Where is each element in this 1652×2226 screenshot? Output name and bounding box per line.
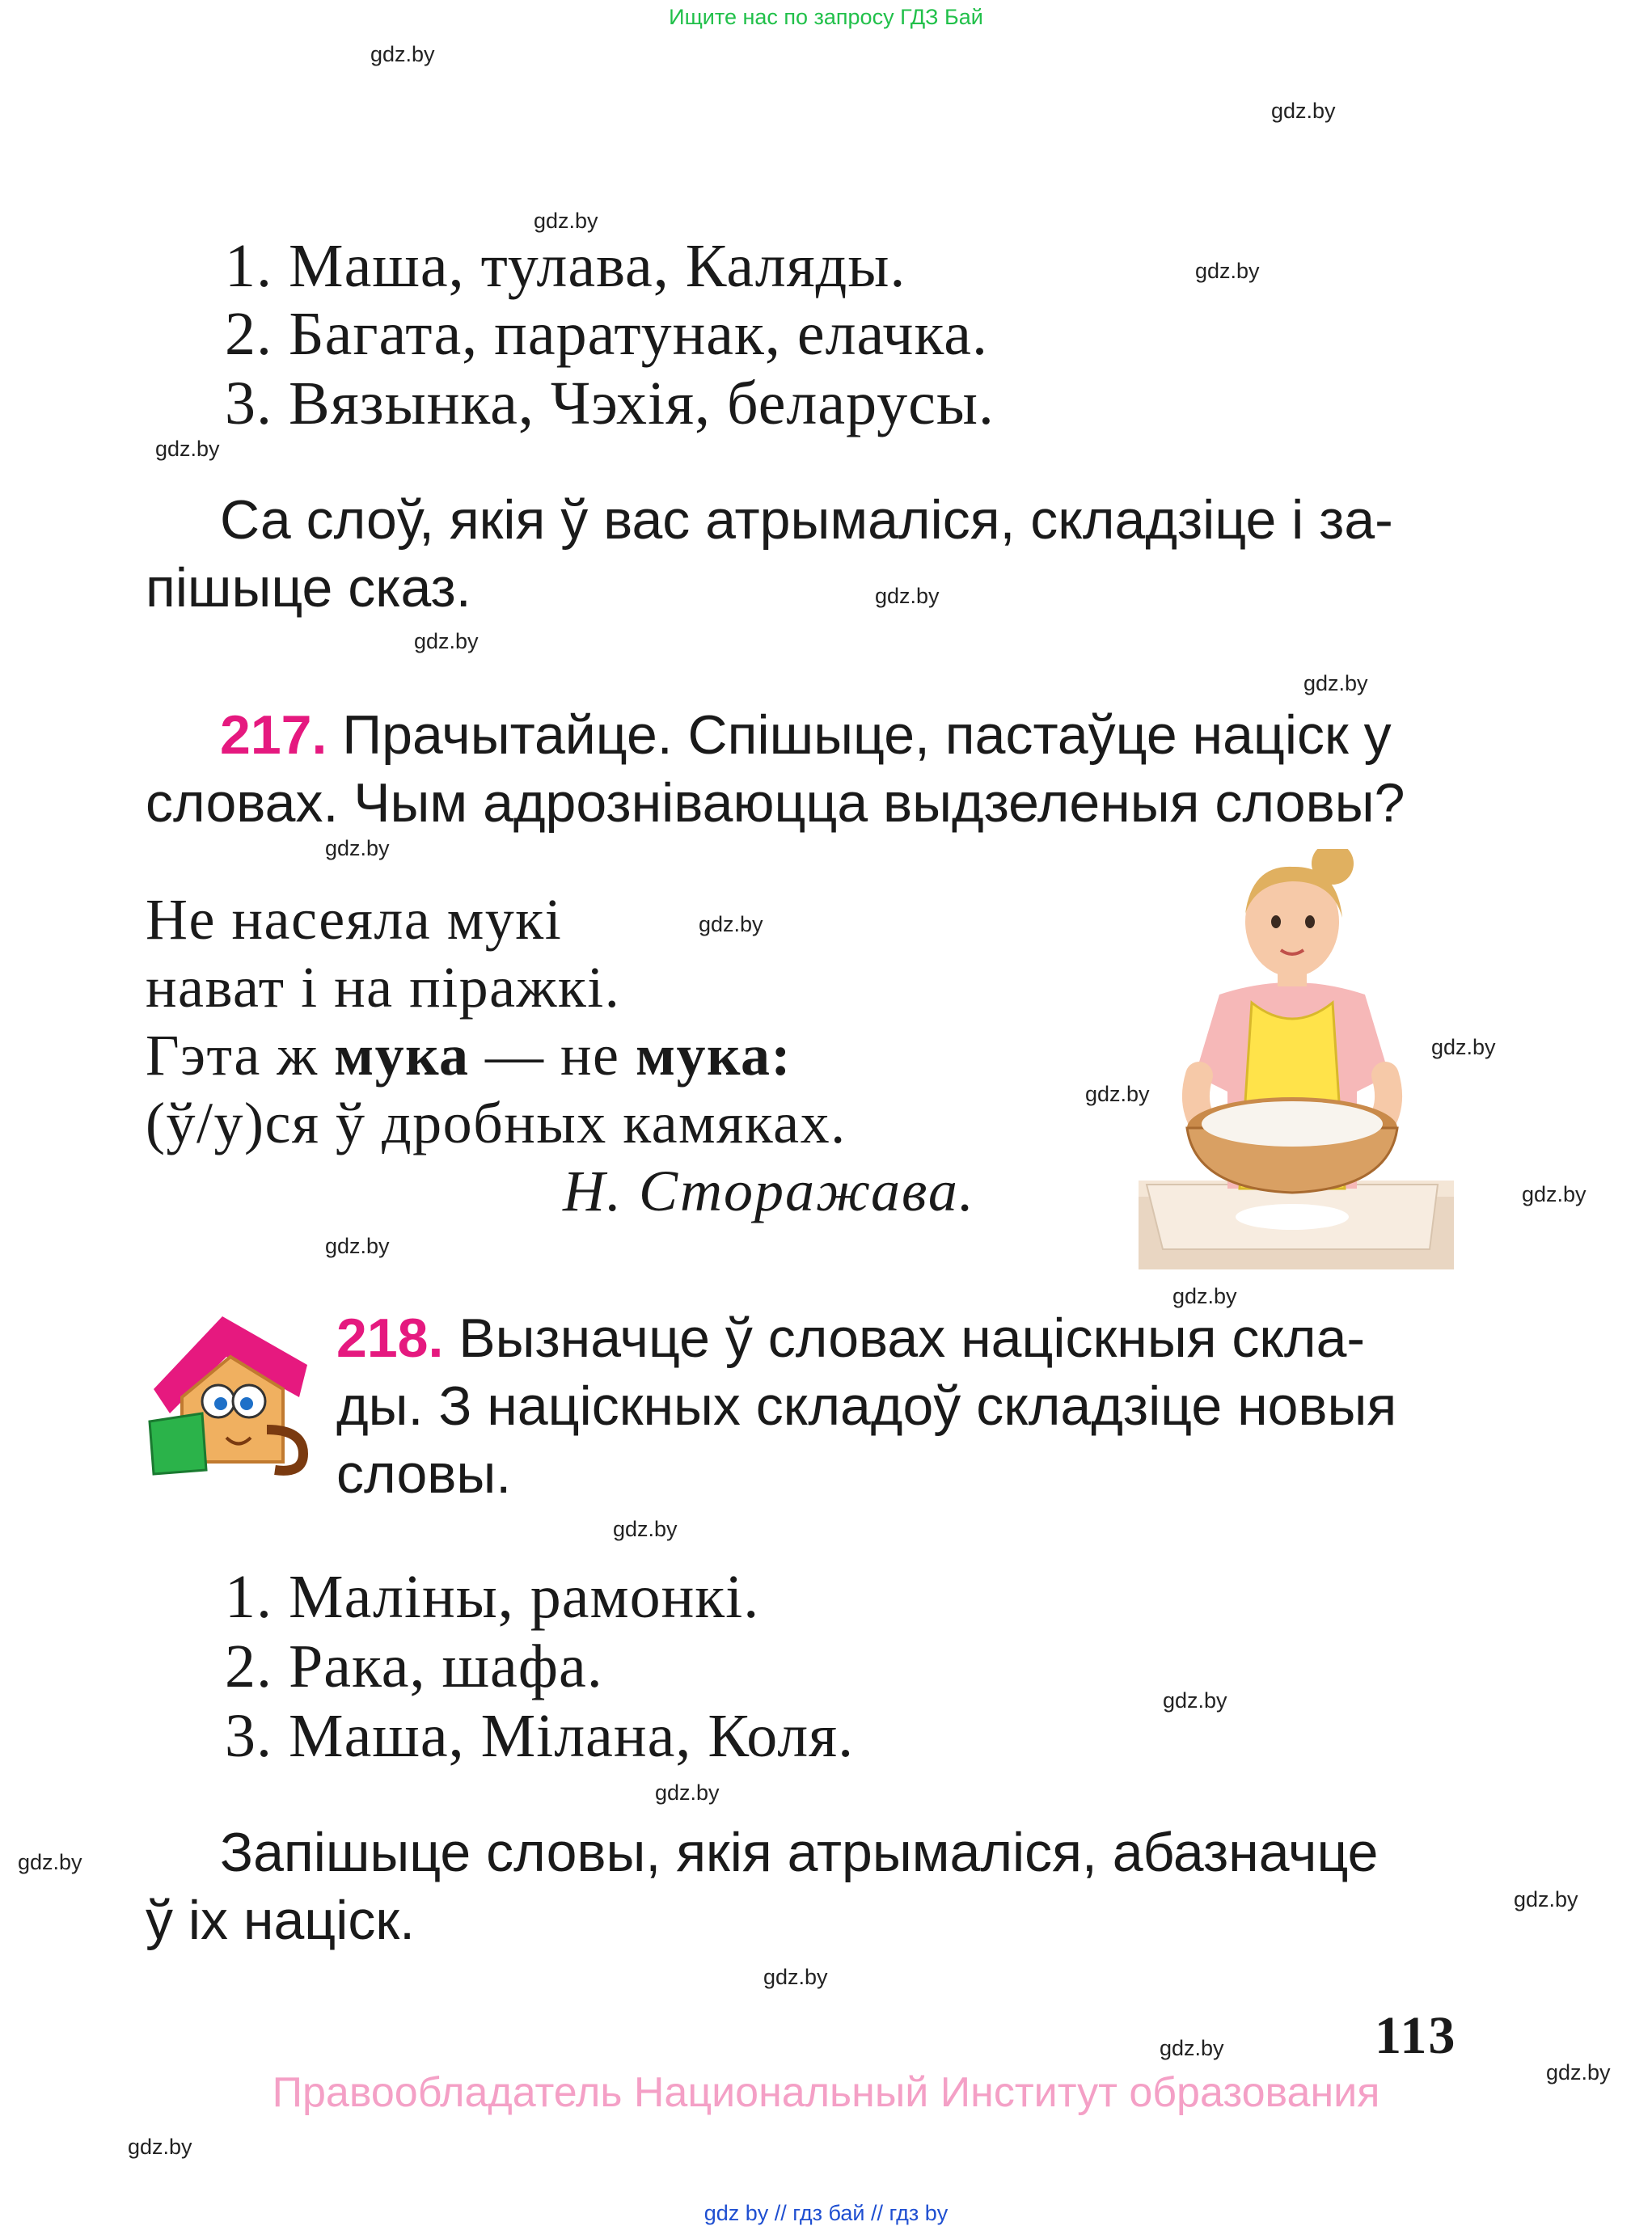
watermark: gdz.by bbox=[325, 1234, 390, 1258]
task-text: ды. З націскных складоў складзіце новыя bbox=[336, 1375, 1397, 1437]
instruction-text: ў іх націск. bbox=[146, 1890, 415, 1951]
page-number: 113 bbox=[1375, 2006, 1457, 2065]
watermark: gdz.by bbox=[875, 584, 940, 608]
search-hint-link[interactable]: Ищите нас по запросу ГДЗ Бай bbox=[669, 5, 983, 29]
task-text: словах. Чым адрозніваюцца выдзеленыя словы? bbox=[146, 772, 1405, 834]
task-text: Вызначце ў словах націскныя скла- bbox=[458, 1307, 1366, 1369]
task-text: Прачытайце. Спішыце, пастаўце націск у bbox=[342, 704, 1392, 766]
reading-house-mascot-icon bbox=[146, 1308, 315, 1478]
watermark: gdz.by bbox=[1172, 1284, 1237, 1308]
watermark: gdz.by bbox=[1195, 259, 1260, 283]
list-item: 2. Рака, шафа. bbox=[225, 1633, 603, 1700]
exercise-217-task bbox=[220, 703, 1392, 767]
watermark: gdz.by bbox=[1085, 1082, 1150, 1106]
watermark: gdz.by bbox=[1514, 1887, 1578, 1911]
exercise-number: 218. bbox=[336, 1307, 444, 1369]
watermark: gdz.by bbox=[1160, 2036, 1224, 2060]
watermark: gdz.by bbox=[534, 209, 598, 233]
poem-line: Не насеяла мукі bbox=[146, 887, 563, 952]
poem-line: нават і на піражкі. bbox=[146, 955, 621, 1020]
watermark: gdz.by bbox=[155, 437, 220, 461]
watermark: gdz.by bbox=[613, 1517, 678, 1541]
watermark: gdz.by bbox=[1163, 1688, 1227, 1713]
watermark: gdz.by bbox=[370, 42, 435, 66]
poem-line bbox=[146, 1022, 792, 1089]
watermark: gdz.by bbox=[325, 836, 390, 860]
poem-author: Н. Сторажава. bbox=[563, 1159, 975, 1223]
highlighted-word: мука: bbox=[636, 1023, 792, 1088]
list-item: 3. Вязынка, Чэхія, беларусы. bbox=[225, 370, 995, 437]
list-item: 1. Маша, тулава, Каляды. bbox=[225, 232, 906, 300]
exercise-number: 217. bbox=[220, 704, 327, 766]
watermark: gdz.by bbox=[1271, 99, 1336, 123]
watermark: gdz.by bbox=[1546, 2060, 1611, 2084]
list-item: 1. Маліны, рамонкі. bbox=[225, 1563, 760, 1631]
watermark: gdz.by bbox=[699, 912, 763, 936]
task-text: словы. bbox=[336, 1443, 512, 1505]
instruction-text: пішыце сказ. bbox=[146, 557, 471, 619]
watermark: gdz.by bbox=[1431, 1035, 1496, 1059]
list-item: 2. Багата, паратунак, елачка. bbox=[225, 300, 988, 368]
poem-line: (ў/у)ся ў дробных камяках. bbox=[146, 1091, 847, 1155]
rights-holder-text: Правообладатель Национальный Институт образования bbox=[272, 2069, 1380, 2116]
instruction-text: Запішыце словы, якія атрымаліся, абазначце bbox=[220, 1822, 1379, 1883]
highlighted-word: мука bbox=[334, 1023, 470, 1088]
list-item: 3. Маша, Мілана, Коля. bbox=[225, 1702, 855, 1770]
watermark: gdz.by bbox=[1522, 1182, 1587, 1206]
exercise-218-task bbox=[336, 1307, 1365, 1370]
poem-text: Гэта ж bbox=[146, 1023, 335, 1088]
instruction-text: Са слоў, якія ў вас атрымаліся, складзіце і за- bbox=[220, 489, 1393, 551]
watermark: gdz.by bbox=[655, 1780, 720, 1805]
watermark: gdz.by bbox=[1303, 671, 1368, 695]
footer-links[interactable]: gdz by // гдз бай // гдз by bbox=[703, 2201, 949, 2225]
watermark: gdz.by bbox=[18, 1850, 82, 1874]
woman-baking-image bbox=[1130, 849, 1454, 1269]
poem-text: — не bbox=[469, 1023, 636, 1088]
watermark: gdz.by bbox=[763, 1965, 828, 1989]
watermark: gdz.by bbox=[414, 629, 479, 653]
watermark: gdz.by bbox=[128, 2135, 192, 2159]
